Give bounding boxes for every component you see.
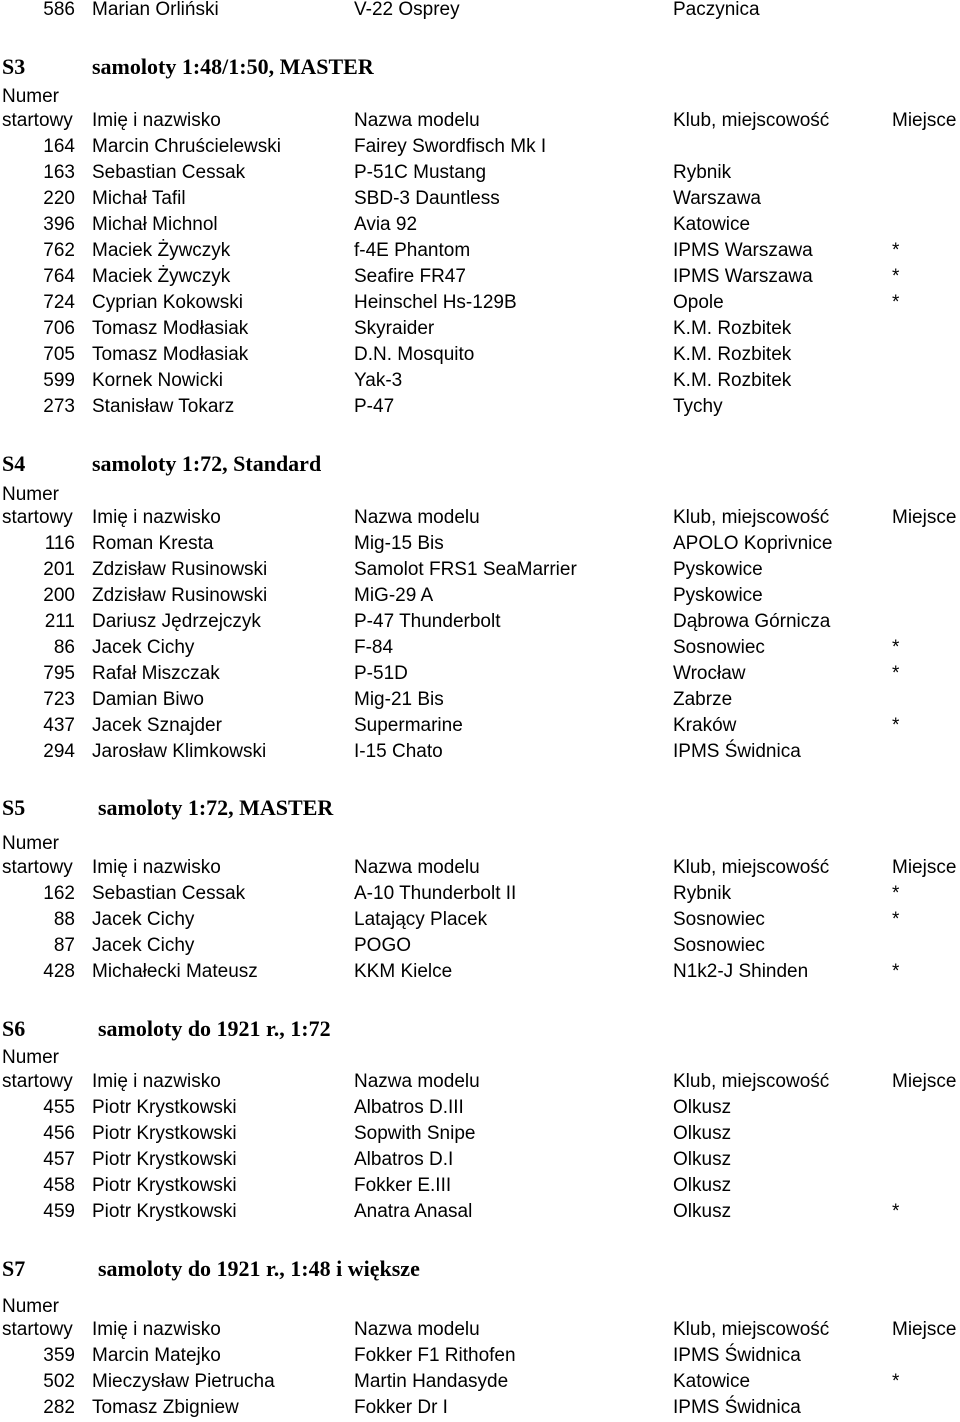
header-row — [0, 855, 960, 881]
table-row — [0, 609, 960, 635]
header-club: Klub, miejscowość — [673, 507, 830, 528]
cell-name: Jarosław Klimkowski — [92, 741, 267, 762]
table-row — [0, 0, 960, 23]
header-startowy: startowy — [2, 1319, 73, 1340]
cell-club: Katowice — [673, 214, 751, 235]
table-row — [0, 959, 960, 985]
cell-name: Jacek Cichy — [92, 909, 195, 930]
header-place: Miejsce — [892, 1071, 957, 1092]
cell-name: Maciek Żywczyk — [92, 240, 231, 261]
cell-num: 273 — [43, 396, 75, 417]
cell-club: Pyskowice — [673, 585, 763, 606]
section-code: S3 — [2, 54, 26, 79]
header-row — [0, 108, 960, 134]
header-numer: Numer — [2, 86, 60, 107]
cell-num: 795 — [43, 663, 75, 684]
cell-club: IPMS Świdnica — [673, 741, 801, 762]
cell-num: 211 — [44, 611, 75, 632]
header-model: Nazwa modelu — [354, 857, 480, 878]
cell-num: 723 — [43, 689, 75, 710]
cell-club: Pyskowice — [673, 559, 763, 580]
cell-place: * — [892, 663, 900, 684]
header-numer: Numer — [2, 484, 60, 505]
cell-model: Skyraider — [354, 318, 435, 339]
cell-model: Albatros D.I — [354, 1149, 454, 1170]
cell-num: 116 — [44, 533, 75, 554]
table-row — [0, 264, 960, 290]
cell-num: 764 — [43, 266, 75, 287]
cell-name: Michał Tafil — [92, 188, 186, 209]
cell-club: Dąbrowa Górnicza — [673, 611, 831, 632]
cell-model: Samolot FRS1 SeaMarrier — [354, 559, 577, 580]
cell-model: Seafire FR47 — [354, 266, 466, 287]
cell-num: 724 — [43, 292, 75, 313]
table-row — [0, 186, 960, 212]
cell-name: Zdzisław Rusinowski — [92, 559, 268, 580]
table-row — [0, 583, 960, 609]
cell-model: Fairey Swordfisch Mk I — [354, 136, 547, 157]
cell-name: Roman Kresta — [92, 533, 214, 554]
header-place: Miejsce — [892, 1319, 957, 1340]
section-heading — [0, 1254, 960, 1284]
table-row — [0, 739, 960, 765]
cell-model: Mig-15 Bis — [354, 533, 444, 554]
cell-model: Yak-3 — [354, 370, 403, 391]
cell-club: Sosnowiec — [673, 935, 765, 956]
cell-num: 294 — [43, 741, 75, 762]
cell-model: Latający Placek — [354, 909, 488, 930]
cell-name: Jacek Cichy — [92, 637, 195, 658]
header-name: Imię i nazwisko — [92, 1319, 221, 1340]
cell-model: Fokker Dr I — [354, 1397, 448, 1418]
cell-num: 459 — [43, 1201, 75, 1222]
header-name: Imię i nazwisko — [92, 1071, 221, 1092]
cell-club: K.M. Rozbitek — [673, 318, 792, 339]
cell-num: 456 — [43, 1123, 75, 1144]
cell-num: 282 — [43, 1397, 75, 1418]
header-club: Klub, miejscowość — [673, 1319, 830, 1340]
cell-model: D.N. Mosquito — [354, 344, 475, 365]
cell-club: N1k2-J Shinden — [673, 961, 809, 982]
cell-club: Olkusz — [673, 1149, 732, 1170]
cell-num: 457 — [43, 1149, 75, 1170]
cell-place: * — [892, 883, 900, 904]
cell-model: Sopwith Snipe — [354, 1123, 476, 1144]
cell-name: Marcin Chruścielewski — [92, 136, 281, 157]
header-club: Klub, miejscowość — [673, 110, 830, 131]
table-row — [0, 316, 960, 342]
cell-name: Sebastian Cessak — [92, 883, 246, 904]
cell-num: 88 — [53, 909, 75, 930]
cell-model: Anatra Anasal — [354, 1201, 473, 1222]
cell-name: Kornek Nowicki — [92, 370, 223, 391]
cell-club: Paczynica — [673, 0, 760, 20]
cell-num: 220 — [43, 188, 75, 209]
table-row — [0, 907, 960, 933]
cell-num: 86 — [53, 637, 75, 658]
cell-num: 455 — [43, 1097, 75, 1118]
cell-model: I-15 Chato — [354, 741, 443, 762]
cell-club: IPMS Warszawa — [673, 240, 813, 261]
cell-place: * — [892, 637, 900, 658]
cell-name: Piotr Krystkowski — [92, 1175, 237, 1196]
cell-model: F-84 — [354, 637, 394, 658]
cell-club: APOLO Koprivnice — [673, 533, 833, 554]
cell-model: Albatros D.III — [354, 1097, 464, 1118]
cell-name: Marcin Matejko — [92, 1345, 221, 1366]
cell-club: Kraków — [673, 715, 737, 736]
header-startowy: startowy — [2, 507, 73, 528]
cell-name: Piotr Krystkowski — [92, 1097, 237, 1118]
cell-name: Tomasz Modłasiak — [92, 318, 249, 339]
table-row — [0, 212, 960, 238]
cell-club: Opole — [673, 292, 724, 313]
table-row — [0, 134, 960, 160]
cell-place: * — [892, 909, 900, 930]
table-row — [0, 1121, 960, 1147]
section-title: samoloty do 1921 r., 1:72 — [98, 1016, 331, 1041]
cell-model: P-51C Mustang — [354, 162, 487, 183]
header-place: Miejsce — [892, 857, 957, 878]
section-heading — [0, 449, 960, 479]
cell-num: 705 — [43, 344, 75, 365]
section-heading — [0, 52, 960, 82]
cell-model: Martin Handasyde — [354, 1371, 509, 1392]
cell-club: Olkusz — [673, 1175, 732, 1196]
section-code: S6 — [2, 1016, 26, 1041]
cell-model: Avia 92 — [354, 214, 418, 235]
section-heading — [0, 793, 960, 823]
cell-num: 599 — [43, 370, 75, 391]
cell-model: POGO — [354, 935, 412, 956]
cell-model: P-47 Thunderbolt — [354, 611, 501, 632]
cell-model: Fokker E.III — [354, 1175, 452, 1196]
table-row — [0, 531, 960, 557]
cell-num: 428 — [43, 961, 75, 982]
header-row — [0, 1317, 960, 1343]
header-name: Imię i nazwisko — [92, 857, 221, 878]
table-row — [0, 394, 960, 420]
table-row — [0, 368, 960, 394]
cell-name: Tomasz Zbigniew — [92, 1397, 239, 1418]
cell-name: Piotr Krystkowski — [92, 1149, 237, 1170]
cell-num: 201 — [43, 559, 75, 580]
table-row — [0, 342, 960, 368]
table-row — [0, 661, 960, 687]
cell-place: * — [892, 292, 900, 313]
table-row — [0, 160, 960, 186]
cell-name: Damian Biwo — [92, 689, 204, 710]
table-row — [0, 1343, 960, 1369]
header-row — [0, 1069, 960, 1095]
section-title: samoloty 1:72, Standard — [92, 451, 322, 476]
cell-name: Jacek Cichy — [92, 935, 195, 956]
header-model: Nazwa modelu — [354, 110, 480, 131]
cell-num: 164 — [43, 136, 75, 157]
cell-model: Mig-21 Bis — [354, 689, 444, 710]
cell-club: Warszawa — [673, 188, 761, 209]
header-model: Nazwa modelu — [354, 1071, 480, 1092]
table-row — [0, 1173, 960, 1199]
cell-club: K.M. Rozbitek — [673, 344, 792, 365]
cell-club: IPMS Warszawa — [673, 266, 813, 287]
cell-num: 359 — [43, 1345, 75, 1366]
header-name: Imię i nazwisko — [92, 507, 221, 528]
cell-num: 163 — [43, 162, 75, 183]
cell-club: Tychy — [673, 396, 723, 417]
table-row — [0, 557, 960, 583]
cell-club: Rybnik — [673, 162, 732, 183]
cell-num: 762 — [43, 240, 75, 261]
cell-place: * — [892, 715, 900, 736]
cell-num: 437 — [43, 715, 75, 736]
table-row — [0, 238, 960, 264]
section-heading — [0, 1014, 960, 1044]
cell-num: 706 — [43, 318, 75, 339]
cell-name: Piotr Krystkowski — [92, 1123, 237, 1144]
table-row — [0, 1095, 960, 1121]
header-club: Klub, miejscowość — [673, 1071, 830, 1092]
cell-model: A-10 Thunderbolt II — [354, 883, 517, 904]
cell-name: Dariusz Jędrzejczyk — [92, 611, 261, 632]
cell-model: P-51D — [354, 663, 408, 684]
cell-place: * — [892, 961, 900, 982]
section-code: S7 — [2, 1256, 26, 1281]
cell-num: 586 — [43, 0, 75, 20]
cell-num: 87 — [53, 935, 75, 956]
cell-name: Zdzisław Rusinowski — [92, 585, 268, 606]
header-row-numer — [0, 831, 960, 857]
cell-club: IPMS Świdnica — [673, 1345, 801, 1366]
header-name: Imię i nazwisko — [92, 110, 221, 131]
header-numer: Numer — [2, 1047, 60, 1068]
table-row — [0, 687, 960, 713]
header-model: Nazwa modelu — [354, 1319, 480, 1340]
cell-club: IPMS Świdnica — [673, 1397, 801, 1418]
cell-name: Michałecki Mateusz — [92, 961, 258, 982]
header-numer: Numer — [2, 833, 60, 854]
cell-club: Wrocław — [673, 663, 746, 684]
cell-club: Katowice — [673, 1371, 751, 1392]
cell-name: Maciek Żywczyk — [92, 266, 231, 287]
cell-num: 396 — [43, 214, 75, 235]
table-row — [0, 1369, 960, 1395]
cell-name: Sebastian Cessak — [92, 162, 246, 183]
header-startowy: startowy — [2, 1071, 73, 1092]
header-numer: Numer — [2, 1296, 60, 1317]
cell-name: Rafał Miszczak — [92, 663, 220, 684]
table-row — [0, 933, 960, 959]
cell-name: Michał Michnol — [92, 214, 218, 235]
cell-model: Fokker F1 Rithofen — [354, 1345, 516, 1366]
cell-place: * — [892, 240, 900, 261]
section-code: S4 — [2, 451, 26, 476]
table-row — [0, 881, 960, 907]
cell-club: Sosnowiec — [673, 637, 765, 658]
cell-name: Cyprian Kokowski — [92, 292, 243, 313]
cell-name: Jacek Sznajder — [92, 715, 222, 736]
header-place: Miejsce — [892, 110, 957, 131]
cell-club: Olkusz — [673, 1201, 732, 1222]
section-title: samoloty do 1921 r., 1:48 i większe — [98, 1256, 420, 1281]
cell-model: Supermarine — [354, 715, 463, 736]
cell-model: Heinschel Hs-129B — [354, 292, 517, 313]
header-club: Klub, miejscowość — [673, 857, 830, 878]
cell-num: 162 — [43, 883, 75, 904]
cell-club: Olkusz — [673, 1123, 732, 1144]
cell-name: Marian Orliński — [92, 0, 219, 20]
cell-name: Tomasz Modłasiak — [92, 344, 249, 365]
cell-model: V-22 Osprey — [354, 0, 460, 20]
section-title: samoloty 1:48/1:50, MASTER — [92, 54, 374, 79]
section-title: samoloty 1:72, MASTER — [98, 795, 334, 820]
cell-place: * — [892, 1371, 900, 1392]
cell-num: 200 — [43, 585, 75, 606]
cell-club: Sosnowiec — [673, 909, 765, 930]
section-code: S5 — [2, 795, 26, 820]
header-row — [0, 505, 960, 531]
header-startowy: startowy — [2, 857, 73, 878]
cell-model: KKM Kielce — [354, 961, 453, 982]
cell-place: * — [892, 1201, 900, 1222]
table-row — [0, 1147, 960, 1173]
cell-place: * — [892, 266, 900, 287]
cell-name: Mieczysław Pietrucha — [92, 1371, 275, 1392]
cell-club: K.M. Rozbitek — [673, 370, 792, 391]
cell-club: Zabrze — [673, 689, 733, 710]
header-row-numer — [0, 84, 960, 110]
cell-num: 502 — [43, 1371, 75, 1392]
cell-model: SBD-3 Dauntless — [354, 188, 500, 209]
cell-club: Rybnik — [673, 883, 732, 904]
header-model: Nazwa modelu — [354, 507, 480, 528]
header-place: Miejsce — [892, 507, 957, 528]
cell-model: P-47 — [354, 396, 395, 417]
table-row — [0, 1395, 960, 1421]
table-row — [0, 713, 960, 739]
cell-club: Olkusz — [673, 1097, 732, 1118]
table-row — [0, 635, 960, 661]
cell-num: 458 — [43, 1175, 75, 1196]
cell-name: Piotr Krystkowski — [92, 1201, 237, 1222]
cell-model: f-4E Phantom — [354, 240, 471, 261]
header-startowy: startowy — [2, 110, 73, 131]
cell-model: MiG-29 A — [354, 585, 434, 606]
table-row — [0, 1199, 960, 1225]
cell-name: Stanisław Tokarz — [92, 396, 235, 417]
table-row — [0, 290, 960, 316]
header-row-numer — [0, 1045, 960, 1071]
